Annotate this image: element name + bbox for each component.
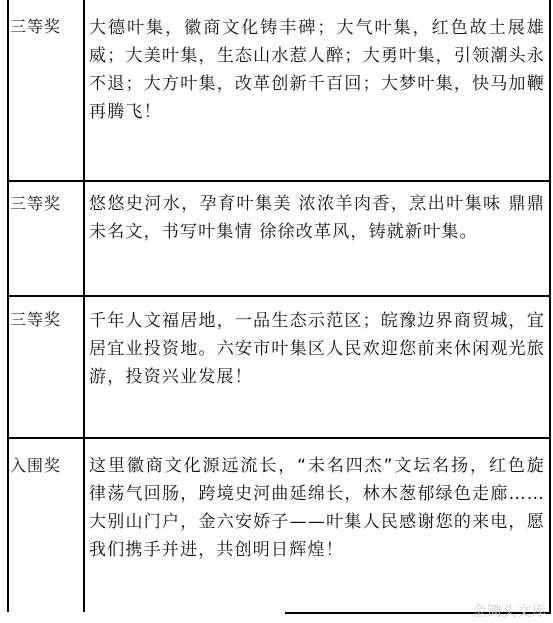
award-category: 三等奖: [10, 194, 62, 213]
table-right-border: [549, 0, 551, 612]
table-column-divider: [83, 0, 85, 612]
row-divider: [7, 437, 551, 439]
slogan-text: 大德叶集，徽商文化铸丰碑；大气叶集，红色故土展雄威；大美叶集，生态山水惹人醉；大勇叶集，引领潮头永不退；大方叶集，改革创新千百回；大梦叶集，快马加鞭再腾飞！: [89, 18, 545, 122]
row-divider: [7, 295, 551, 297]
award-category: 三等奖: [10, 310, 62, 329]
slogan-text: 悠悠史河水，孕育叶集美 浓浓羊肉香，烹出叶集味 鼎鼎未名文，书写叶集情 徐徐改革风，铸就新叶集。: [89, 194, 545, 242]
row-divider: [7, 180, 551, 182]
table-left-border: [7, 0, 9, 612]
watermark: 金锄头文库: [472, 604, 547, 620]
slogan-text: 这里徽商文化源远流长，“未名四杰”文坛名扬，红色旋律荡气回肠，跨境史河曲延绵长，林木葱郁绿色走廊……大别山门户，金六安娇子——叶集人民感谢您的来电，愿我们携手并进，共创明日辉煌！: [89, 456, 545, 560]
award-category: 入围奖: [10, 456, 62, 475]
slogan-text: 千年人文福居地，一品生态示范区；皖豫边界商贸城，宜居宜业投资地。六安市叶集区人民欢迎您前来休闲观光旅游，投资兴业发展！: [89, 311, 545, 387]
award-category: 三等奖: [10, 17, 62, 36]
